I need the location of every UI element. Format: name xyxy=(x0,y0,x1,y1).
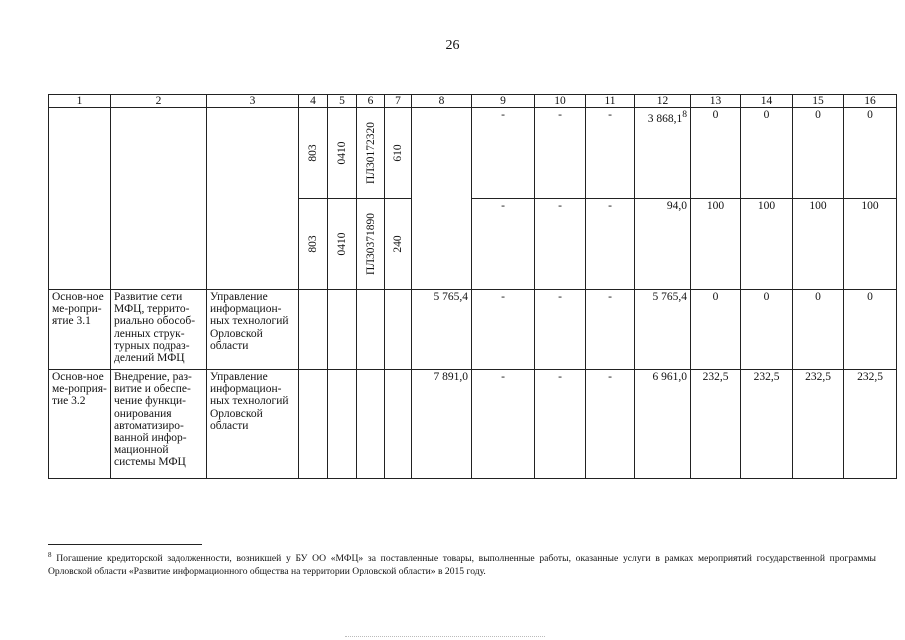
scan-artifact-line xyxy=(345,636,545,637)
cell-value: - xyxy=(472,370,535,479)
cell-value: 0 xyxy=(844,290,897,370)
cell-value: 5 765,4 xyxy=(412,290,472,370)
page-number: 26 xyxy=(445,38,460,53)
header-cell: 1 xyxy=(49,95,111,108)
header-cell: 9 xyxy=(472,95,535,108)
cell-empty xyxy=(357,370,385,479)
cell-value: 0 xyxy=(793,290,844,370)
cell-value: 232,5 xyxy=(741,370,793,479)
cell-value: 7 891,0 xyxy=(412,370,472,479)
footnote-divider xyxy=(48,544,202,545)
footnote-marker: 8 xyxy=(48,551,52,559)
cell-code-vertical: 0410 xyxy=(328,108,357,199)
cell-value: - xyxy=(586,290,635,370)
cell-empty xyxy=(328,370,357,479)
cell-value: 100 xyxy=(844,199,897,290)
cell-code-vertical: 803 xyxy=(299,199,328,290)
cell-executor: Управление информацион-ных технологий Орловской области xyxy=(207,290,299,370)
cell-empty xyxy=(357,290,385,370)
cell-code-vertical: ПЛ30371890 xyxy=(357,199,385,290)
cell-value: - xyxy=(472,199,535,290)
cell-code-vertical: 803 xyxy=(299,108,328,199)
cell-value: - xyxy=(586,370,635,479)
cell-value: 100 xyxy=(691,199,741,290)
cell-empty xyxy=(207,108,299,290)
cell-value: 6 961,0 xyxy=(635,370,691,479)
header-cell: 5 xyxy=(328,95,357,108)
budget-table xyxy=(48,94,897,479)
cell-value: 232,5 xyxy=(793,370,844,479)
cell-value: - xyxy=(472,290,535,370)
header-cell: 4 xyxy=(299,95,328,108)
cell-value: 100 xyxy=(741,199,793,290)
cell-value: - xyxy=(535,370,586,479)
cell-empty xyxy=(299,290,328,370)
footnote-text: Погашение кредиторской задолженности, возникшей у БУ ОО «МФЦ» за поставленные товары, выполненные работы, оказанные услуги в рамках мероприятий государственной программы Орловской области «Развитие информационного общества на территории Орловской области» в 2015 году. xyxy=(48,553,876,578)
header-cell: 14 xyxy=(741,95,793,108)
header-cell: 12 xyxy=(635,95,691,108)
header-cell: 13 xyxy=(691,95,741,108)
cell-description: Внедрение, раз-витие и обеспе-чение функци-онирования автоматизиро-ванной инфор-мационной системы МФЦ xyxy=(111,370,207,479)
footnote-ref: 8 xyxy=(682,109,687,120)
header-cell: 10 xyxy=(535,95,586,108)
header-cell: 3 xyxy=(207,95,299,108)
cell-empty xyxy=(412,108,472,290)
cell-empty xyxy=(299,370,328,479)
cell-value: - xyxy=(586,108,635,199)
cell-empty xyxy=(111,108,207,290)
cell-value: 100 xyxy=(793,199,844,290)
cell-code-vertical: ПЛ30172320 xyxy=(357,108,385,199)
header-cell: 6 xyxy=(357,95,385,108)
cell-empty xyxy=(385,290,412,370)
cell-value: - xyxy=(586,199,635,290)
cell-empty xyxy=(49,108,111,290)
cell-activity: Основ-ное ме-ропри-ятие 3.1 xyxy=(49,290,111,370)
cell-empty xyxy=(385,370,412,479)
cell-value: 232,5 xyxy=(844,370,897,479)
cell-value: 5 765,4 xyxy=(635,290,691,370)
cell-value: 0 xyxy=(691,108,741,199)
cell-executor: Управление информацион-ных технологий Орловской области xyxy=(207,370,299,479)
cell-description: Развитие сети МФЦ, террито-риально обособ-ленных струк-турных подраз-делений МФЦ xyxy=(111,290,207,370)
cell-code-vertical: 0410 xyxy=(328,199,357,290)
table-header-row xyxy=(49,95,897,108)
cell-value: 0 xyxy=(793,108,844,199)
cell-value: - xyxy=(535,290,586,370)
cell-value: 0 xyxy=(691,290,741,370)
header-cell: 11 xyxy=(586,95,635,108)
cell-value: 0 xyxy=(741,108,793,199)
cell-value: 3 868,1$^8$ xyxy=(635,108,691,199)
cell-value: 232,5 xyxy=(691,370,741,479)
cell-code-vertical: 240 xyxy=(385,199,412,290)
table-row xyxy=(49,290,897,370)
cell-empty xyxy=(328,290,357,370)
header-cell: 8 xyxy=(412,95,472,108)
cell-value: 0 xyxy=(741,290,793,370)
cell-value: 94,0 xyxy=(635,199,691,290)
header-cell: 16 xyxy=(844,95,897,108)
cell-code-vertical: 610 xyxy=(385,108,412,199)
table-row xyxy=(49,370,897,479)
cell-value: - xyxy=(472,108,535,199)
header-cell: 15 xyxy=(793,95,844,108)
cell-value: - xyxy=(535,199,586,290)
cell-value: 0 xyxy=(844,108,897,199)
table-row xyxy=(49,108,897,199)
header-cell: 2 xyxy=(111,95,207,108)
footnote xyxy=(48,549,876,578)
cell-value: - xyxy=(535,108,586,199)
header-cell: 7 xyxy=(385,95,412,108)
cell-activity: Основ-ное ме-роприя-тие 3.2 xyxy=(49,370,111,479)
